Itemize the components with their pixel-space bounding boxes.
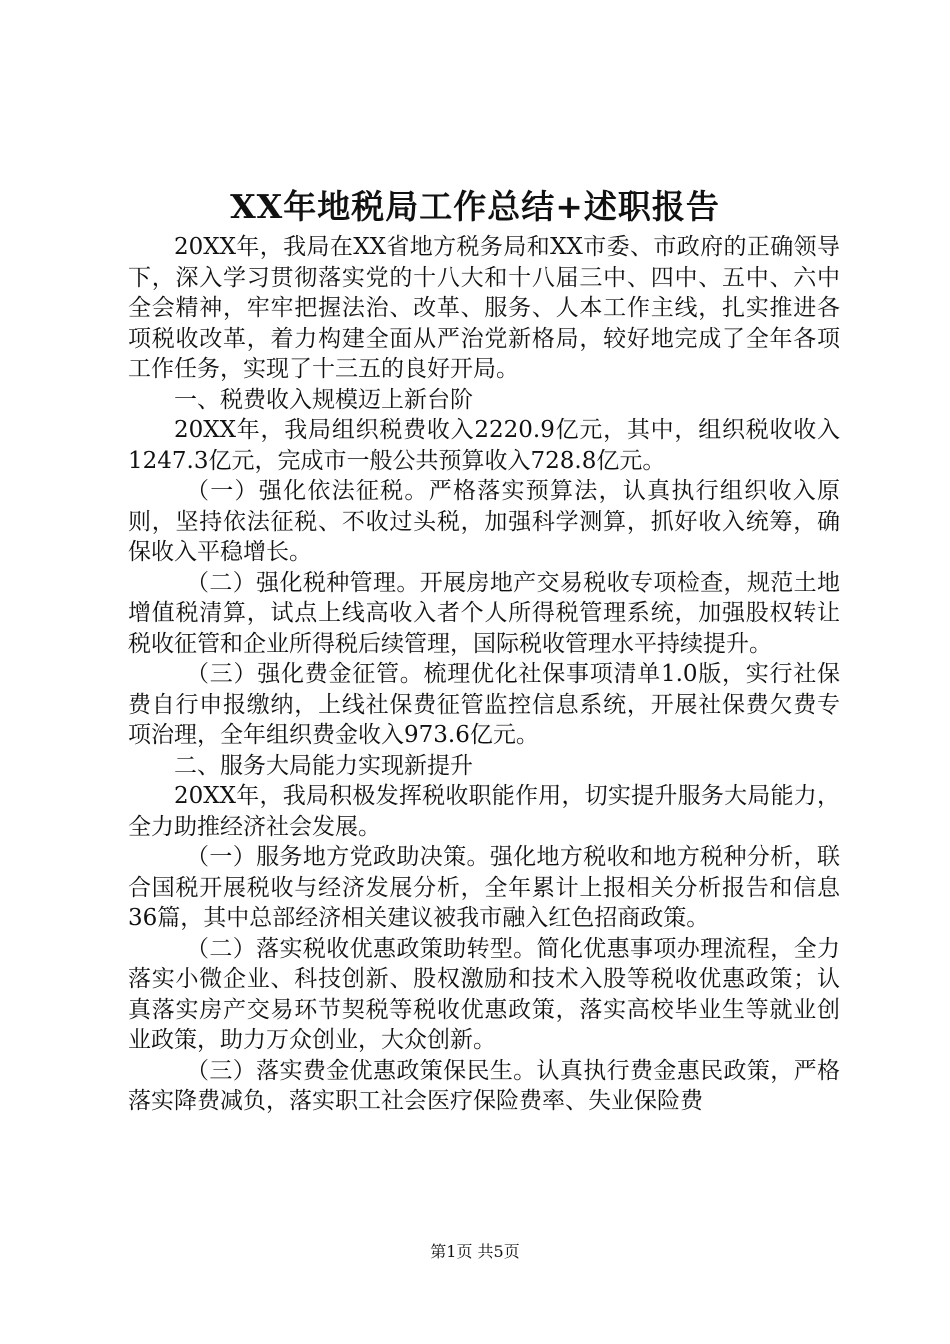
document-title: XX年地税局工作总结+述职报告	[230, 187, 720, 226]
service-item-3: （三）落实费金优惠政策保民生。认真执行费金惠民政策，严格落实降费减负，落实职工社会医疗保险费率、失业保险费	[128, 1057, 840, 1114]
revenue-summary-paragraph: 20XX年，我局组织税费收入2220.9亿元，其中，组织税收收入1247.3亿元，完成市一般公共预算收入728.8亿元。	[128, 417, 840, 474]
service-item-2: （二）落实税收优惠政策助转型。简化优惠事项办理流程，全力落实小微企业、科技创新、股权激励和技术入股等税收优惠政策；认真落实房产交易环节契税等税收优惠政策，落实高校毕业生等就业创业政策，助力万众创业，大众创新。	[128, 935, 840, 1053]
revenue-item-2: （二）强化税种管理。开展房地产交易税收专项检查，规范土地增值税清算，试点上线高收入者个人所得税管理系统，加强股权转让税收征管和企业所得税后续管理，国际税收管理水平持续提升。	[128, 569, 840, 657]
service-summary-paragraph: 20XX年，我局积极发挥税收职能作用，切实提升服务大局能力，全力助推经济社会发展。	[128, 783, 840, 840]
section-heading-revenue: 一、税费收入规模迈上新台阶	[174, 386, 473, 413]
revenue-item-1: （一）强化依法征税。严格落实预算法，认真执行组织收入原则，坚持依法征税、不收过头税，加强科学测算，抓好收入统筹，确保收入平稳增长。	[128, 478, 840, 565]
section-heading-service: 二、服务大局能力实现新提升	[174, 752, 473, 779]
page-number-footer: 第1页 共5页	[430, 1242, 520, 1261]
intro-paragraph: 20XX年，我局在XX省地方税务局和XX市委、市政府的正确领导下，深入学习贯彻落实党的十八大和十八届三中、四中、五中、六中全会精神，牢牢把握法治、改革、服务、人本工作主线，扎实推进各项税收改革，着力构建全面从严治党新格局，较好地完成了全年各项工作任务，实现了十三五的良好开局。	[128, 234, 840, 382]
revenue-item-3: （三）强化费金征管。梳理优化社保事项清单1.0版，实行社保费自行申报缴纳，上线社保费征管监控信息系统，开展社保费欠费专项治理，全年组织费金收入973.6亿元。	[128, 661, 840, 748]
service-item-1: （一）服务地方党政助决策。强化地方税收和地方税种分析，联合国税开展税收与经济发展分析，全年累计上报相关分析报告和信息36篇，其中总部经济相关建议被我市融入红色招商政策。	[128, 844, 840, 931]
document-body	[128, 232, 840, 1117]
